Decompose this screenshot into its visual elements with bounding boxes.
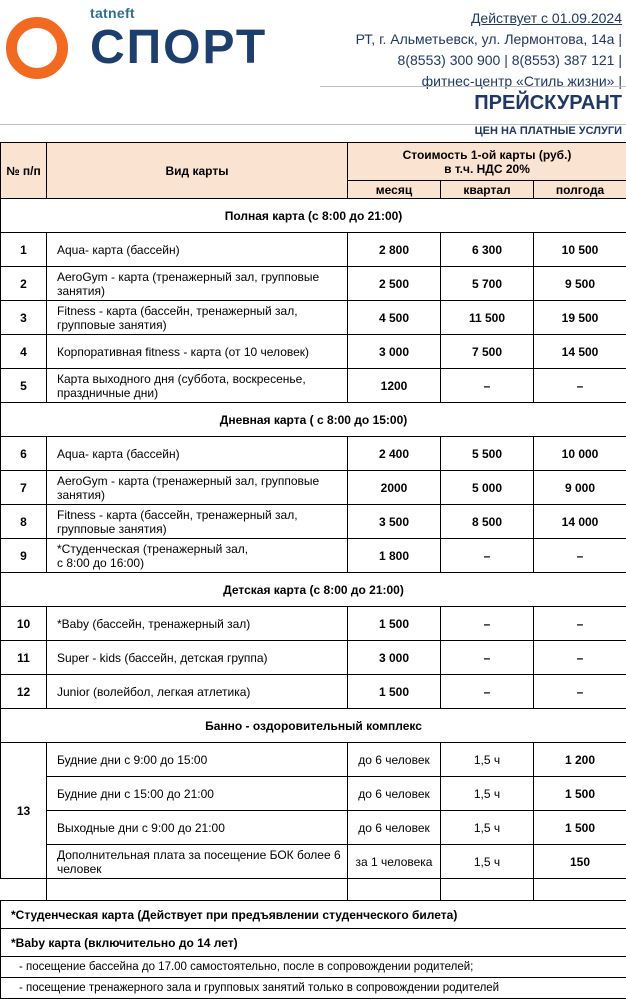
row-quarter: 5 500 <box>441 437 534 471</box>
row-num: 2 <box>1 267 47 301</box>
row-halfyear: – <box>534 369 626 403</box>
row-name: Aqua- карта (бассейн) <box>47 233 348 267</box>
brand-title: СПОРТ <box>90 20 267 76</box>
table-row <box>1 641 626 675</box>
price-list-title: ПРЕЙСКУРАНТ <box>474 92 622 115</box>
note-baby: *Baby карта (включительно до 14 лет) <box>1 929 626 957</box>
row-halfyear: – <box>534 675 626 709</box>
row-name-line1: *Студенческая (тренажерный зал, <box>57 542 347 556</box>
row-price: 1 500 <box>534 777 626 811</box>
row-duration: 1,5 ч <box>441 777 534 811</box>
table-row <box>1 811 626 845</box>
row-name <box>47 539 348 573</box>
col-header-num: № п/п <box>1 143 47 199</box>
table-row <box>1 471 626 505</box>
row-name: Aqua- карта (бассейн) <box>47 437 348 471</box>
row-month: 4 500 <box>348 301 441 335</box>
note-baby-line2: - посещение тренажерного зала и групповых занятий только в сопровождении родителей <box>1 978 626 999</box>
table-row <box>1 845 626 879</box>
row-name: AeroGym - карта (тренажерный зал, групповые занятия) <box>47 267 348 301</box>
empty-row <box>1 879 626 901</box>
row-name: Fitness - карта (бассейн, тренажерный зал, групповые занятия) <box>47 505 348 539</box>
row-num: 1 <box>1 233 47 267</box>
row-halfyear: 9 000 <box>534 471 626 505</box>
row-people: до 6 человек <box>348 777 441 811</box>
row-name: Карта выходного дня (суббота, воскресенье, праздничные дни) <box>47 369 348 403</box>
note-row <box>1 901 626 929</box>
row-halfyear: 10 000 <box>534 437 626 471</box>
row-name: Junior (волейбол, легкая атлетика) <box>47 675 348 709</box>
center-text: фитнес-центр «Стиль жизни» | <box>292 71 622 92</box>
section-title: Банно - оздоровительный комплекс <box>1 709 626 743</box>
row-halfyear: 14 500 <box>534 335 626 369</box>
row-quarter: – <box>441 675 534 709</box>
valid-from-link[interactable]: Действует с 01.09.2024 <box>292 8 622 29</box>
row-quarter: 5 700 <box>441 267 534 301</box>
row-quarter: 5 000 <box>441 471 534 505</box>
note-baby-line1: - посещение бассейна до 17.00 самостоятельно, после в сопровождении родителей; <box>1 957 626 978</box>
row-name: Fitness - карта (бассейн, тренажерный зал, групповые занятия) <box>47 301 348 335</box>
row-num: 12 <box>1 675 47 709</box>
row-num: 4 <box>1 335 47 369</box>
brand-small-text: tatneft <box>90 5 135 21</box>
col-header-month: месяц <box>348 181 441 199</box>
row-month: 2 800 <box>348 233 441 267</box>
table-row <box>1 607 626 641</box>
row-duration: 1,5 ч <box>441 811 534 845</box>
row-price: 150 <box>534 845 626 879</box>
row-quarter: – <box>441 641 534 675</box>
row-month: 1200 <box>348 369 441 403</box>
empty-cell <box>47 879 348 901</box>
row-month: 1 800 <box>348 539 441 573</box>
row-name: AeroGym - карта (тренажерный зал, групповые занятия) <box>47 471 348 505</box>
row-month: 2000 <box>348 471 441 505</box>
table-row <box>1 267 626 301</box>
row-quarter: – <box>441 369 534 403</box>
row-month: 3 500 <box>348 505 441 539</box>
row-people: до 6 человек <box>348 743 441 777</box>
section-title: Детская карта (с 8:00 до 21:00) <box>1 573 626 607</box>
row-people: за 1 человека <box>348 845 441 879</box>
row-month: 3 000 <box>348 641 441 675</box>
col-header-halfyear: полгода <box>534 181 626 199</box>
col-header-quarter: квартал <box>441 181 534 199</box>
row-num: 7 <box>1 471 47 505</box>
table-row <box>1 233 626 267</box>
table-row <box>1 539 626 573</box>
note-row <box>1 957 626 978</box>
address-text: РТ, г. Альметьевск, ул. Лермонтова, 14а | <box>292 29 622 50</box>
price-list-subtitle: ЦЕН НА ПЛАТНЫЕ УСЛУГИ <box>475 125 622 137</box>
row-name: Выходные дни с 9:00 до 21:00 <box>47 811 348 845</box>
section-title: Полная карта (с 8:00 до 21:00) <box>1 199 626 233</box>
row-month: 1 500 <box>348 675 441 709</box>
table-row <box>1 743 626 777</box>
row-num: 11 <box>1 641 47 675</box>
row-num: 8 <box>1 505 47 539</box>
table-row <box>1 335 626 369</box>
row-duration: 1,5 ч <box>441 845 534 879</box>
note-row <box>1 929 626 957</box>
row-halfyear: – <box>534 607 626 641</box>
table-row <box>1 505 626 539</box>
col-header-type: Вид карты <box>47 143 348 199</box>
row-month: 2 400 <box>348 437 441 471</box>
row-month: 2 500 <box>348 267 441 301</box>
row-quarter: 6 300 <box>441 233 534 267</box>
row-quarter: 11 500 <box>441 301 534 335</box>
row-quarter: – <box>441 539 534 573</box>
row-halfyear: – <box>534 539 626 573</box>
row-halfyear: 10 500 <box>534 233 626 267</box>
row-num: 10 <box>1 607 47 641</box>
note-student: *Студенческая карта (Действует при предъявлении студенческого билета) <box>1 901 626 929</box>
empty-cell <box>1 879 47 901</box>
section-title: Дневная карта ( с 8:00 до 15:00) <box>1 403 626 437</box>
row-quarter: 7 500 <box>441 335 534 369</box>
phones-text: 8(8553) 300 900 | 8(8553) 387 121 | <box>292 50 622 71</box>
brand-logo-ring <box>6 17 68 79</box>
note-row <box>1 978 626 999</box>
table-row <box>1 675 626 709</box>
row-halfyear: 14 000 <box>534 505 626 539</box>
table-row <box>1 437 626 471</box>
row-quarter: – <box>441 607 534 641</box>
row-month: 1 500 <box>348 607 441 641</box>
row-month: 3 000 <box>348 335 441 369</box>
col-header-cost-line2: в т.ч. НДС 20% <box>348 162 626 176</box>
row-name: Будние дни с 15:00 до 21:00 <box>47 777 348 811</box>
row-halfyear: 9 500 <box>534 267 626 301</box>
col-header-cost <box>348 143 626 181</box>
row-num: 13 <box>1 743 47 879</box>
row-halfyear: 19 500 <box>534 301 626 335</box>
row-name: Дополнительная плата за посещение БОК более 6 человек <box>47 845 348 879</box>
row-name: *Baby (бассейн, тренажерный зал) <box>47 607 348 641</box>
row-num: 6 <box>1 437 47 471</box>
row-price: 1 200 <box>534 743 626 777</box>
row-name: Super - kids (бассейн, детская группа) <box>47 641 348 675</box>
col-header-cost-line1: Стоимость 1-ой карты (руб.) <box>348 148 626 162</box>
price-table <box>0 142 626 999</box>
table-row <box>1 369 626 403</box>
row-name-line2: с 8:00 до 16:00) <box>57 556 347 570</box>
table-row <box>1 777 626 811</box>
empty-cell <box>348 879 441 901</box>
row-num: 5 <box>1 369 47 403</box>
page-header <box>0 0 626 142</box>
empty-cell <box>441 879 534 901</box>
row-num: 9 <box>1 539 47 573</box>
row-duration: 1,5 ч <box>441 743 534 777</box>
row-name: Корпоративная fitness - карта (от 10 человек) <box>47 335 348 369</box>
header-divider <box>320 86 626 87</box>
row-num: 3 <box>1 301 47 335</box>
empty-cell <box>534 879 626 901</box>
row-price: 1 500 <box>534 811 626 845</box>
row-name: Будние дни с 9:00 до 15:00 <box>47 743 348 777</box>
row-quarter: 8 500 <box>441 505 534 539</box>
row-halfyear: – <box>534 641 626 675</box>
table-row <box>1 301 626 335</box>
row-people: до 6 человек <box>348 811 441 845</box>
